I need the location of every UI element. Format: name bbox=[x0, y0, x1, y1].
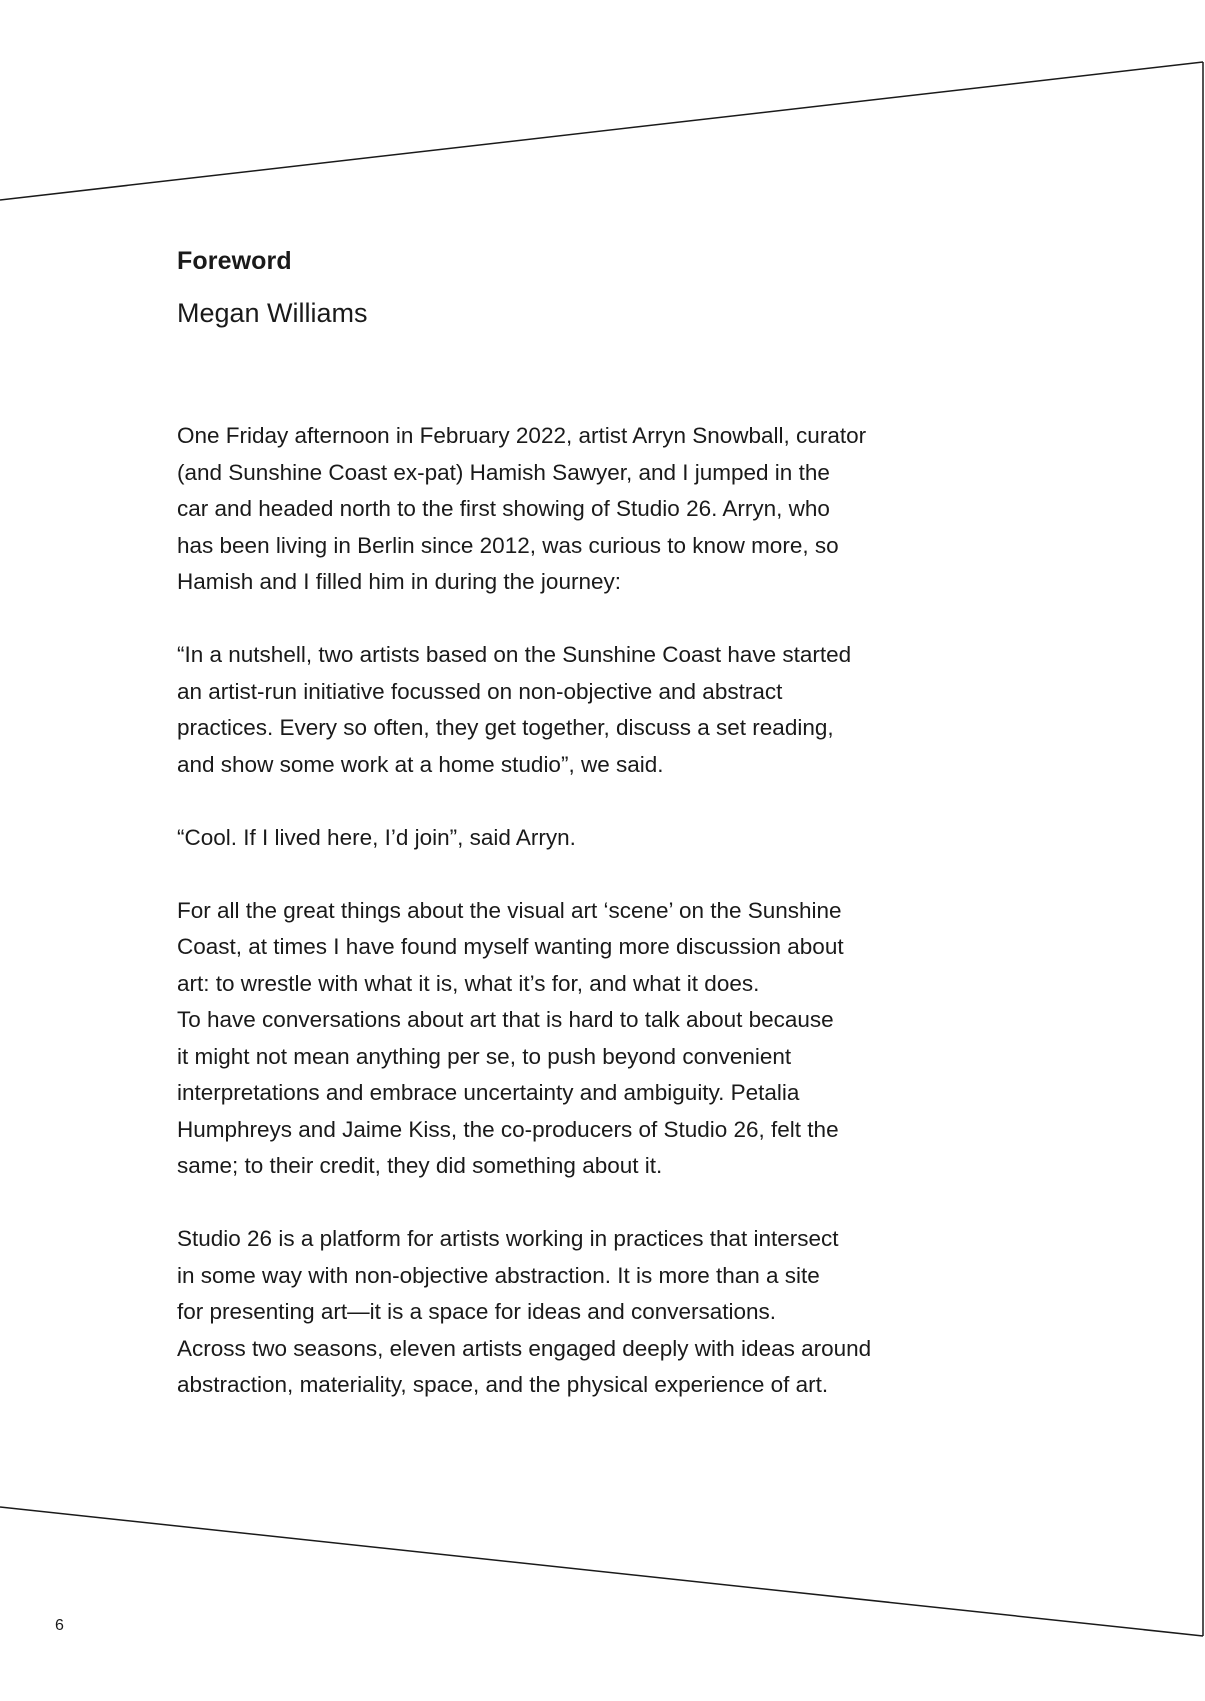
page-number: 6 bbox=[55, 1617, 64, 1634]
paragraph: “Cool. If I lived here, I’d join”, said Arryn. bbox=[177, 824, 576, 850]
bottom-diagonal-line bbox=[0, 1507, 1203, 1636]
top-diagonal-line bbox=[0, 62, 1203, 200]
paragraph: One Friday afternoon in February 2022, artist Arryn Snowball, curator (and Sunshine Coast ex-pat) Hamish Sawyer, and I jumped in the car and headed north to the first showing of Studio 26. Arryn, who has been living in Berlin since 2012, was curious to know more, so Hamish and I filled him in during the journey: bbox=[177, 423, 867, 594]
page-title: Foreword bbox=[177, 247, 292, 275]
paragraph: Studio 26 is a platform for artists working in practices that intersect in some way with non-objective abstraction. It is more than a site for presenting art—it is a space for ideas and conversations. Across two seasons, eleven artists engaged deeply with ideas around abstraction, materiality, space, and the physical experience of art. bbox=[177, 1226, 872, 1397]
author-name: Megan Williams bbox=[177, 298, 368, 328]
foreword-body bbox=[177, 418, 937, 1404]
paragraph: “In a nutshell, two artists based on the Sunshine Coast have started an artist-run initiative focussed on non-objective and abstract practices. Every so often, they get together, discuss a set reading, and show some work at a home studio”, we said. bbox=[177, 642, 852, 777]
paragraph: For all the great things about the visual art ‘scene’ on the Sunshine Coast, at times I have found myself wanting more discussion about art: to wrestle with what it is, what it’s for, and what it does. To have conversations about art that is hard to talk about because it might not mean anything per se, to push beyond convenient interpretations and embrace uncertainty and ambiguity. Petalia Humphreys and Jaime Kiss, the co-producers of Studio 26, felt the same; to their credit, they did something about it. bbox=[177, 897, 844, 1178]
foreword-section bbox=[177, 244, 937, 1440]
